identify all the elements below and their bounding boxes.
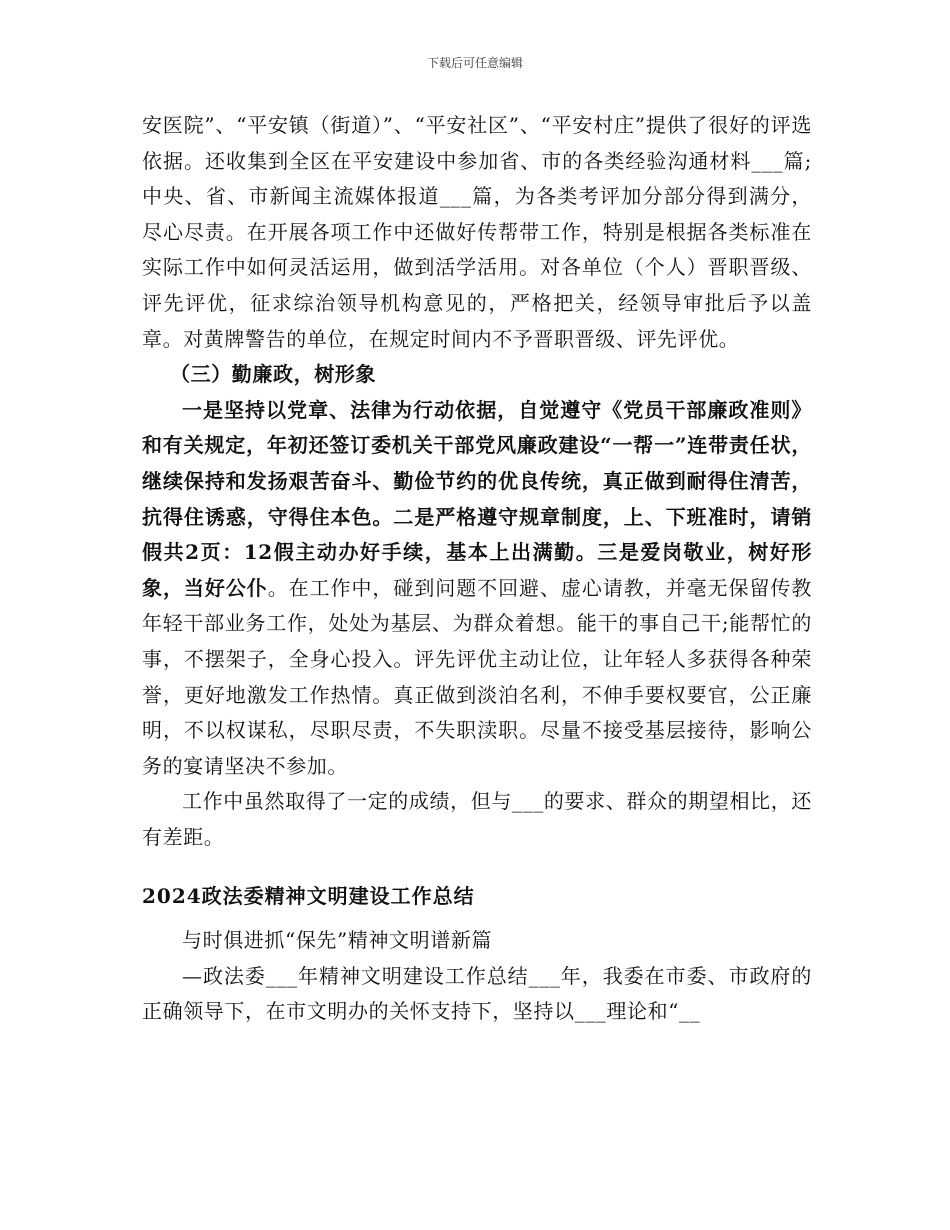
paragraph-evaluation: 安医院”、“平安镇（街道）”、“平安社区”、“平安村庄”提供了很好的评选依据。还收集到全区在平安建设中参加省、市的各类经验沟通材料___篇;中央、省、市新闻主流媒体报道___篇，为各类考评加分部分得到满分，尽心尽责。在开展各项工作中还做好传帮带工作，特别是根据各类标准在实际工作中如何灵活运用，做到活学活用。对各单位（个人）晋职晋级、评先评优，征求综治领导机构意见的，严格把关，经领导审批后予以盖章。对黄牌警告的单位，在规定时间内不予晋职晋级、评先评优。: [142, 113, 812, 351]
paragraph-integrity-bold: 一是坚持以党章、法律为行动依据，自觉遵守《党员干部廉政准则》和有关规定，年初还签订委机关干部党风廉政建设“一帮一”连带责任状，继续保持和发扬艰苦奋斗、勤俭节约的优良传统，真正做到耐得住清苦，抗得住诱惑，守得住本色。二是严格遵守规章制度，上、下班准时，请销假共2页：12假主动办好手续，基本上出满勤。三是爱岗敬业，树好形象，当好公仆: [142, 397, 812, 600]
subtitle-line: 与时俱进抓“保先”精神文明谱新篇: [182, 928, 493, 953]
paragraph-integrity-rest: 。在工作中，碰到问题不回避、虚心请教，并毫无保留传教年轻干部业务工作，处处为基层、为群众着想。能干的事自己干;能帮忙的事，不摆架子，全身心投入。评先评优主动让位，让年轻人多获得各种荣誉，更好地激发工作热情。真正做到淡泊名利，不伸手要权要官，公正廉明，不以权谋私，尽职尽责，不失职渎职。尽量不接受基层接待，影响公务的宴请坚决不参加。: [142, 575, 812, 778]
paragraph-integrity: [142, 393, 812, 785]
document-title: 2024政法委精神文明建设工作总结: [142, 884, 475, 909]
paragraph-intro: —政法委___年精神文明建设工作总结___年，我委在市委、市政府的正确领导下，在市文明办的关怀支持下，坚持以___理论和“__: [142, 963, 812, 1024]
paragraph-conclusion: 工作中虽然取得了一定的成绩，但与___的要求、群众的期望相比，还有差距。: [142, 789, 812, 849]
page-header: 下载后可任意编辑: [426, 56, 523, 70]
section-heading: （三）勤廉政，树形象: [170, 362, 376, 387]
document-body: [142, 108, 812, 1030]
